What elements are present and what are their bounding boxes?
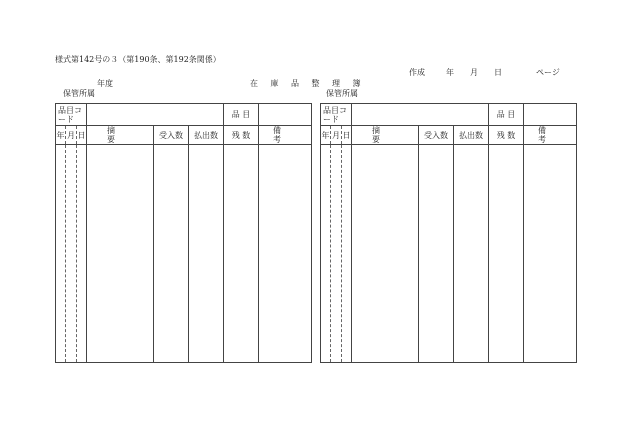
cell-summary[interactable] bbox=[87, 145, 154, 363]
ledger-table-left bbox=[55, 103, 312, 363]
cell-received[interactable] bbox=[154, 145, 189, 363]
form-number: 様式第142号の３（第190条、第192条関係） bbox=[55, 55, 221, 64]
col-header-balance: 残 数 bbox=[224, 126, 259, 145]
cell-day[interactable] bbox=[77, 145, 87, 363]
item-code-field[interactable] bbox=[352, 104, 489, 126]
col-header-year: 年 bbox=[321, 126, 331, 145]
col-header-month: 月 bbox=[331, 126, 342, 145]
item-name-field[interactable] bbox=[259, 104, 312, 126]
col-header-balance: 残 数 bbox=[489, 126, 524, 145]
item-code-field[interactable] bbox=[87, 104, 224, 126]
cell-month[interactable] bbox=[66, 145, 77, 363]
cell-month[interactable] bbox=[331, 145, 342, 363]
item-name-field[interactable] bbox=[524, 104, 577, 126]
created-year-unit: 年 bbox=[446, 68, 454, 77]
cell-balance[interactable] bbox=[489, 145, 524, 363]
cell-remarks[interactable] bbox=[259, 145, 312, 363]
col-header-issued: 払出数 bbox=[454, 126, 489, 145]
col-header-summary: 摘 要 bbox=[352, 126, 419, 145]
col-header-day: 日 bbox=[77, 126, 87, 145]
cell-received[interactable] bbox=[419, 145, 454, 363]
col-header-remarks: 備 考 bbox=[524, 126, 577, 145]
ledger-title: 在庫品整理簿 bbox=[250, 79, 373, 88]
col-header-year: 年 bbox=[56, 126, 66, 145]
col-header-day: 日 bbox=[342, 126, 352, 145]
col-header-month: 月 bbox=[66, 126, 77, 145]
cell-issued[interactable] bbox=[454, 145, 489, 363]
created-month-unit: 月 bbox=[470, 68, 478, 77]
cell-balance[interactable] bbox=[224, 145, 259, 363]
col-header-received: 受入数 bbox=[154, 126, 189, 145]
department-label-left: 保管所属 bbox=[63, 89, 95, 98]
cell-year[interactable] bbox=[56, 145, 66, 363]
item-name-label: 品 目 bbox=[489, 104, 524, 126]
cell-issued[interactable] bbox=[189, 145, 224, 363]
cell-day[interactable] bbox=[342, 145, 352, 363]
item-code-label: 品目コード bbox=[321, 104, 352, 126]
cell-remarks[interactable] bbox=[524, 145, 577, 363]
ledger-table-right bbox=[320, 103, 577, 363]
col-header-received: 受入数 bbox=[419, 126, 454, 145]
cell-year[interactable] bbox=[321, 145, 331, 363]
col-header-summary: 摘 要 bbox=[87, 126, 154, 145]
created-day-unit: 日 bbox=[494, 68, 502, 77]
cell-summary[interactable] bbox=[352, 145, 419, 363]
col-header-issued: 払出数 bbox=[189, 126, 224, 145]
item-code-label: 品目コード bbox=[56, 104, 87, 126]
item-name-label: 品 目 bbox=[224, 104, 259, 126]
department-label-right: 保管所属 bbox=[326, 89, 358, 98]
fiscal-year-label: 年度 bbox=[97, 79, 113, 88]
col-header-remarks: 備 考 bbox=[259, 126, 312, 145]
page-unit: ページ bbox=[536, 68, 560, 77]
created-label: 作成 bbox=[409, 68, 425, 77]
